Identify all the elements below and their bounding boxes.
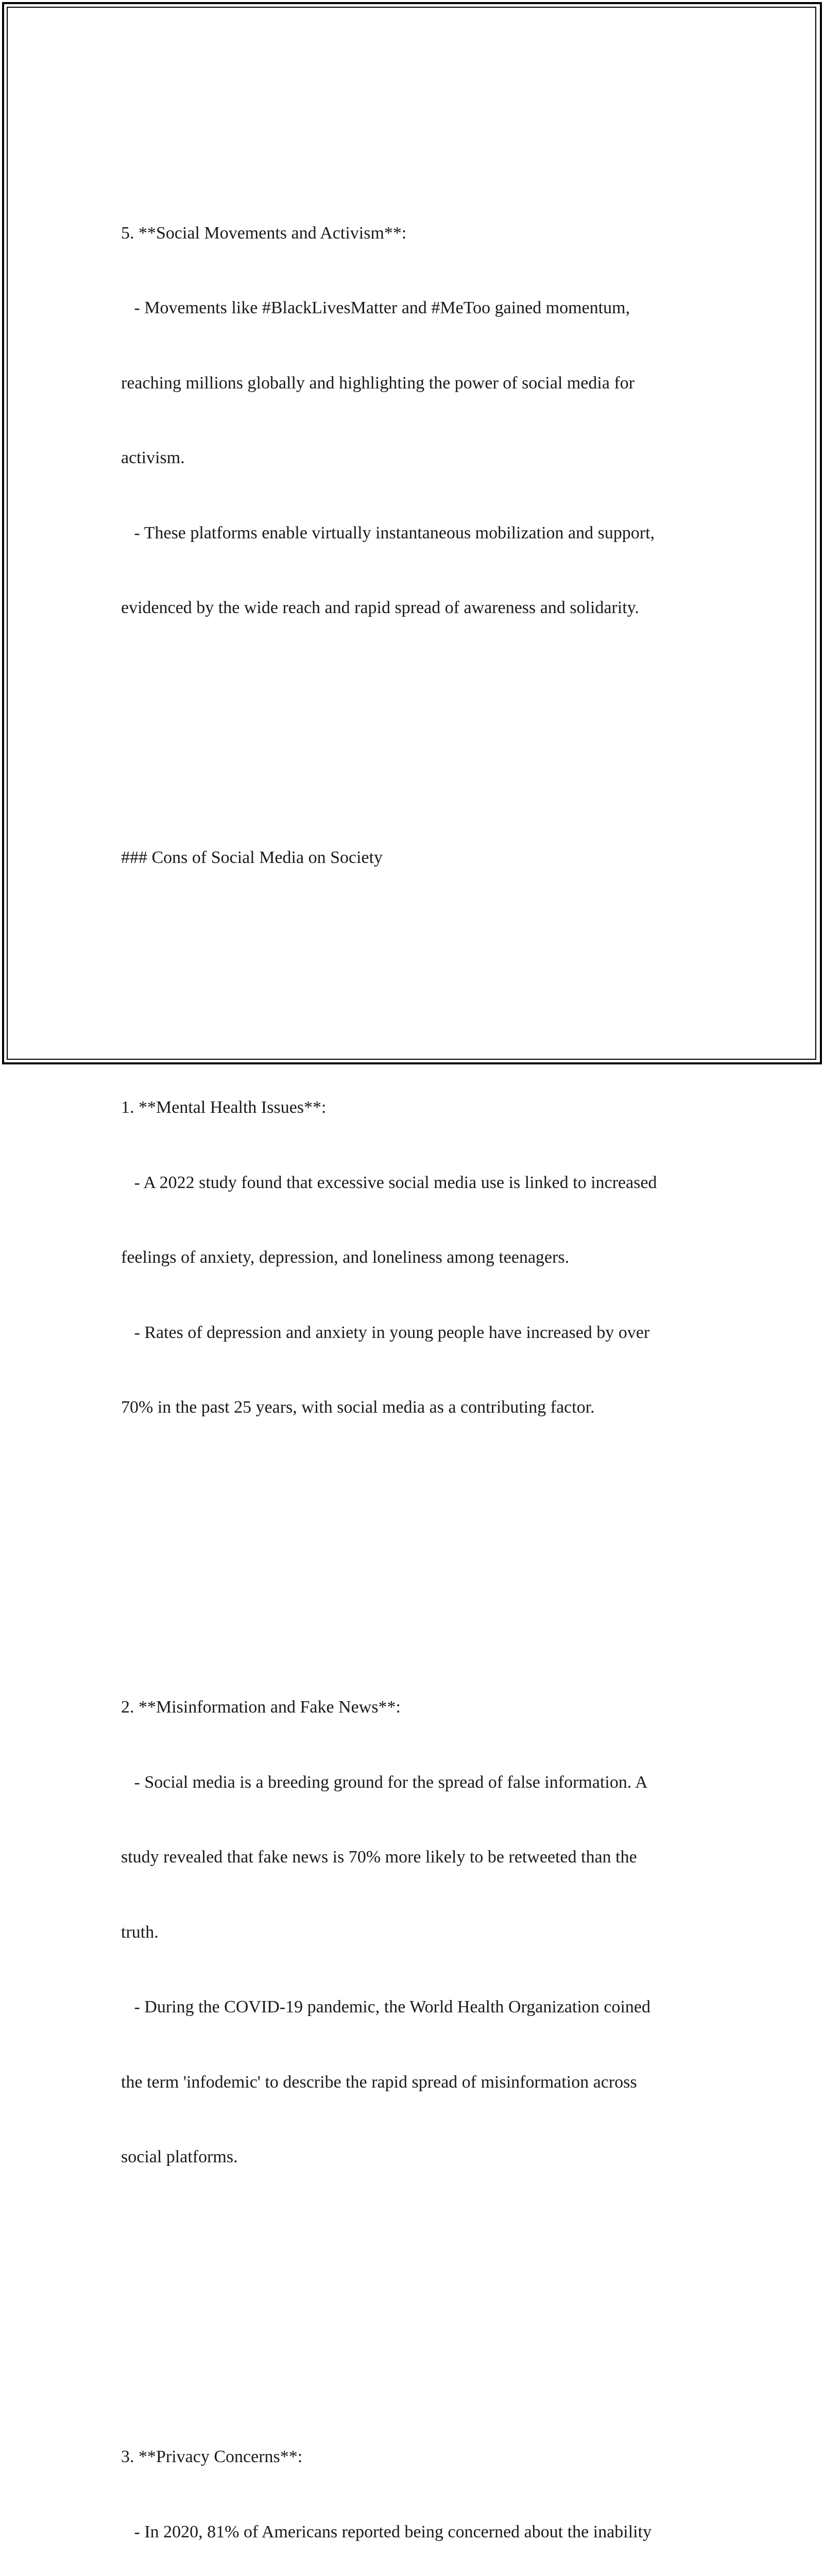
spacer — [121, 745, 729, 771]
section-heading: 2. **Misinformation and Fake News**: — [121, 1698, 401, 1717]
bullet-line: - These platforms enable virtually instantaneous mobilization and support, — [121, 523, 655, 543]
bullet-line: - In 2020, 81% of Americans reported being concerned about the inability — [121, 2522, 652, 2541]
bullet-line: reaching millions globally and highlighting the power of social media for — [121, 373, 635, 393]
bullet-line: the term 'infodemic' to describe the rapid spread of misinformation across — [121, 2072, 637, 2092]
section-misinformation — [121, 1645, 729, 2220]
bullet-line: - Movements like #BlackLivesMatter and #MeToo gained momentum, — [121, 298, 630, 317]
bullet-line: evidenced by the wide reach and rapid spread of awareness and solidarity. — [121, 598, 640, 617]
spacer — [121, 2295, 729, 2320]
bullet-line: study revealed that fake news is 70% more likely to be retweeted than the — [121, 1848, 637, 1867]
bullet-line: 70% in the past 25 years, with social media as a contributing factor. — [121, 1398, 595, 1417]
spacer — [121, 1545, 729, 1570]
section-heading: 5. **Social Movements and Activism**: — [121, 223, 407, 243]
spacer — [121, 945, 729, 971]
section-social-movements — [121, 171, 729, 671]
cons-heading: ### Cons of Social Media on Society — [121, 848, 383, 867]
bullet-line: feelings of anxiety, depression, and loneliness among teenagers. — [121, 1248, 570, 1267]
document-body — [121, 96, 729, 2576]
bullet-line: - Rates of depression and anxiety in young people have increased by over — [121, 1323, 650, 1342]
section-mental-health — [121, 1045, 729, 1470]
bullet-line: - During the COVID-19 pandemic, the World Health Organization coined — [121, 1997, 651, 2016]
bullet-line: - A 2022 study found that excessive social media use is linked to increased — [121, 1173, 657, 1192]
bullet-line: - Social media is a breeding ground for the spread of false information. A — [121, 1772, 648, 1792]
bullet-line: activism. — [121, 448, 185, 467]
bullet-line: truth. — [121, 1922, 159, 1942]
section-privacy — [121, 2395, 729, 2576]
bullet-line: social platforms. — [121, 2147, 238, 2166]
section-heading: 1. **Mental Health Issues**: — [121, 1098, 327, 1117]
section-heading: 3. **Privacy Concerns**: — [121, 2447, 303, 2466]
